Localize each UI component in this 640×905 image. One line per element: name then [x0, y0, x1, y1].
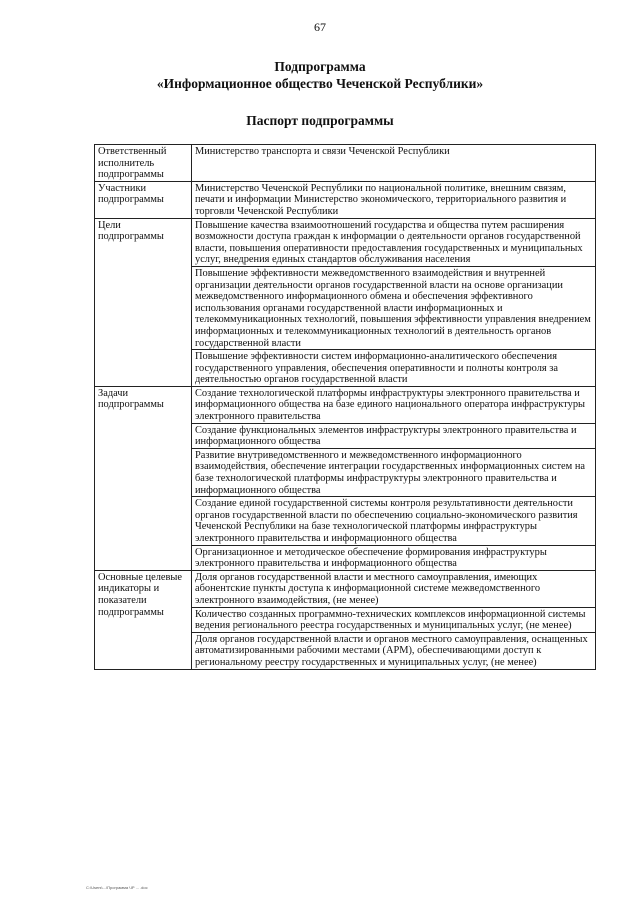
row-label: Задачи подпрограммы: [95, 386, 192, 570]
title-line-2: «Информационное общество Чеченской Республики»: [156, 76, 484, 91]
page-number: 67: [314, 20, 326, 34]
row-value: Министерство Чеченской Республики по национальной политике, внешним связям, печати и информации Министерство экономического, территориального развития и торговли Чеченской Республики: [192, 181, 596, 218]
subprogram-title: [0, 58, 640, 92]
row-value: Создание технологической платформы инфраструктуры электронного правительства и информационного общества на базе единого национального оператора инфраструктуры электронного правительства: [192, 386, 596, 423]
row-label: Ответственный исполнитель подпрограммы: [95, 145, 192, 182]
title-line-1: Подпрограмма: [274, 59, 366, 74]
row-label: Участники подпрограммы: [95, 181, 192, 218]
row-value: Повышение эффективности систем информационно-аналитического обеспечения государственного управления, обеспечения оперативности и полноты контроля за деятельностью органов государственной власти: [192, 350, 596, 387]
row-label: Основные целевые индикаторы и показатели подпрограммы: [95, 570, 192, 669]
row-value: Доля органов государственной власти и органов местного самоуправления, оснащенных автоматизированными рабочими местами (АРМ), обеспечивающими доступ к региональному реестру государственных и муниципальных услуг, (не менее): [192, 632, 596, 669]
row-value: Количество созданных программно-технических комплексов информационной системы ведения регионального реестра государственных и муниципальных услуг, (не менее): [192, 607, 596, 632]
passport-row: [95, 145, 596, 182]
passport-table-body: [95, 145, 596, 670]
passport-title: Паспорт подпрограммы: [246, 113, 394, 128]
row-value: Повышение качества взаимоотношений государства и общества путем расширения возможности доступа граждан к информации о деятельности органов государственной власти, повышения оперативности предоставления государственных и муниципальных услуг, внедрения единых стандартов обслуживания населения: [192, 218, 596, 266]
passport-row: [95, 218, 596, 266]
row-value: Развитие внутриведомственного и межведомственного информационного взаимодействия, обеспечение интеграции государственных информационных систем на базе технологической платформы инфраструктуры электронного правительства и информационного общества: [192, 448, 596, 496]
passport-row: [95, 386, 596, 423]
row-value: Министерство транспорта и связи Чеченской Республики: [192, 145, 596, 182]
row-value: Создание функциональных элементов инфраструктуры электронного правительства и информационного общества: [192, 423, 596, 448]
row-value: Создание единой государственной системы контроля результативности деятельности органов государственной власти по обеспечению социально-экономического развития Чеченской Республики на базе технологической платформы инфраструктуры электронного правительства и информационного общества: [192, 497, 596, 545]
passport-row: [95, 181, 596, 218]
row-value: Доля органов государственной власти и местного самоуправления, имеющих абонентские пункты доступа к информационной системе межведомственного электронного взаимодействия, (не менее): [192, 570, 596, 607]
passport-table: [94, 144, 596, 670]
footer-fine-print: С:\Users\...\Программа ЧР ... .doc: [86, 885, 148, 890]
row-value: Организационное и методическое обеспечение формирования инфраструктуры электронного правительства и информационного общества: [192, 545, 596, 570]
row-label: Цели подпрограммы: [95, 218, 192, 386]
row-value: Повышение эффективности межведомственного взаимодействия и внутренней организации деятельности органов государственной власти на основе организации межведомственного информационного обмена и обеспечения эффективного использования органами государственной власти информационных и телекоммуникационных технологий, повышения эффективности управления внедрением информационных и телекоммуникационных технологий в деятельность органов государственной власти: [192, 266, 596, 349]
passport-row: [95, 570, 596, 607]
